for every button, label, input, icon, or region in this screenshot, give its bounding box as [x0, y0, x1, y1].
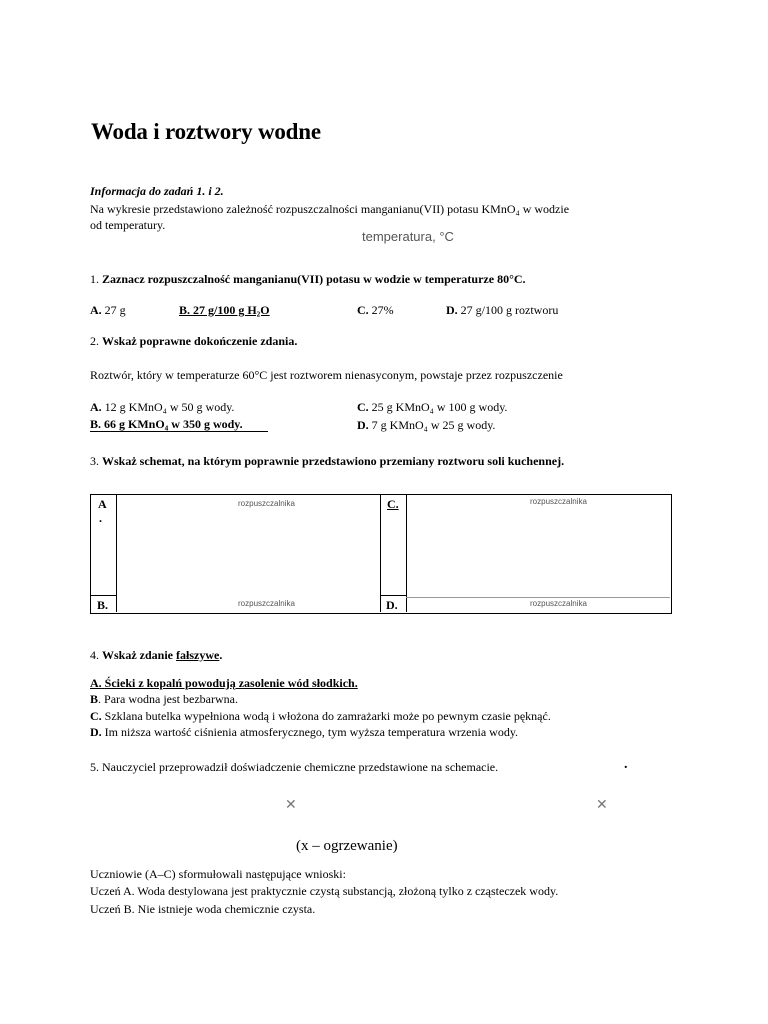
q5-intro: Uczniowie (A–C) sformułowali następujące wnioski:	[90, 867, 346, 881]
q3-cell-c-letter[interactable]: C.	[387, 497, 399, 511]
page-title: Woda i roztwory wodne	[91, 119, 321, 144]
q4-prompt: 4. Wskaż zdanie fałszywe.	[90, 648, 223, 662]
q5-legend: (x – ogrzewanie)	[296, 838, 398, 854]
q1-option-d[interactable]: D. 27 g/100 g roztworu	[446, 303, 559, 317]
q4-number: 4.	[90, 648, 99, 662]
q2-prompt	[90, 334, 297, 349]
q5-student-a: Uczeń A. Woda destylowana jest praktycznie czystą substancją, złożoną tylko z cząsteczek wody.	[90, 884, 559, 898]
q3-cell-d-label: rozpuszczalnika	[530, 599, 587, 608]
q4-option-d[interactable]: D. Im niższa wartość ciśnienia atmosferycznego, tym wyższa temperatura wrzenia wody.	[90, 725, 519, 739]
q1-text: Zaznacz rozpuszczalność manganianu(VII) potasu w wodzie w temperaturze 80°C.	[102, 272, 526, 286]
q3-cell-a-dot: .	[99, 511, 102, 525]
heating-x-icon-left: ✕	[285, 797, 297, 813]
q2-text: Wskaż poprawne dokończenie zdania.	[102, 334, 298, 348]
chart-axis-label: temperatura, °C	[362, 229, 454, 244]
q2-option-b[interactable]: B. 66 g KMnO₄ w 350 g wody.	[90, 418, 268, 432]
heating-x-icon-right: ✕	[596, 797, 608, 813]
q3-table-border	[90, 494, 672, 614]
q3-cell-a-label: rozpuszczalnika	[238, 499, 295, 508]
q2-number: 2.	[90, 334, 99, 348]
q3-inner-line	[406, 597, 670, 598]
info-line-1: Na wykresie przedstawiono zależność rozpuszczalności manganianu(VII) potasu KMnO₄ w wodzie	[90, 202, 570, 216]
q5-number: 5.	[90, 760, 99, 774]
info-line-2: od temperatury.	[90, 218, 166, 232]
q5-trailing-dot: .	[624, 757, 628, 772]
q1-number: 1.	[90, 272, 99, 286]
q3-number: 3.	[90, 454, 99, 468]
q3-text: Wskaż schemat, na którym poprawnie przedstawiono przemiany roztworu soli kuchennej.	[102, 454, 565, 468]
q1-option-c[interactable]: C. 27%	[357, 303, 394, 317]
q3-cell-b-letter[interactable]: B.	[97, 598, 109, 612]
q2-option-a[interactable]: A. 12 g KMnO₄ w 50 g wody.	[90, 400, 235, 414]
q4-option-a[interactable]: A. Ścieki z kopalń powodują zasolenie wód słodkich.	[90, 676, 358, 690]
q1-prompt	[90, 272, 526, 287]
q5-prompt	[90, 760, 498, 775]
q3-cell-c-label: rozpuszczalnika	[530, 497, 587, 506]
info-heading: Informacja do zadań 1. i 2.	[90, 184, 224, 198]
q3-cell-b-label: rozpuszczalnika	[238, 599, 295, 608]
q3-row-line-left	[90, 595, 117, 596]
q5-text: Nauczyciel przeprowadził doświadczenie chemiczne przedstawione na schemacie.	[102, 760, 499, 774]
q4-option-c[interactable]: C. Szklana butelka wypełniona wodą i włożona do zamrażarki może po pewnym czasie pęknąć.	[90, 709, 551, 723]
q1-option-b[interactable]: B. 27 g/100 g H₂O	[179, 303, 270, 317]
q4-option-b[interactable]: B. Para wodna jest bezbarwna.	[90, 692, 238, 706]
q5-student-b: Uczeń B. Nie istnieje woda chemicznie czysta.	[90, 902, 316, 916]
q2-option-d[interactable]: D. 7 g KMnO₄ w 25 g wody.	[357, 418, 496, 432]
q3-cell-d-letter[interactable]: D.	[386, 598, 398, 612]
q2-stem: Roztwór, który w temperaturze 60°C jest roztworem nienasyconym, powstaje przez rozpuszczenie	[90, 368, 563, 382]
q3-row-line-right	[380, 595, 407, 596]
q3-cell-a-letter[interactable]: A	[98, 497, 107, 511]
q4-emphasis: fałszywe	[176, 648, 220, 662]
q3-prompt	[90, 454, 564, 469]
q2-option-c[interactable]: C. 25 g KMnO₄ w 100 g wody.	[357, 400, 508, 414]
q1-option-a[interactable]: A. 27 g	[90, 303, 126, 317]
